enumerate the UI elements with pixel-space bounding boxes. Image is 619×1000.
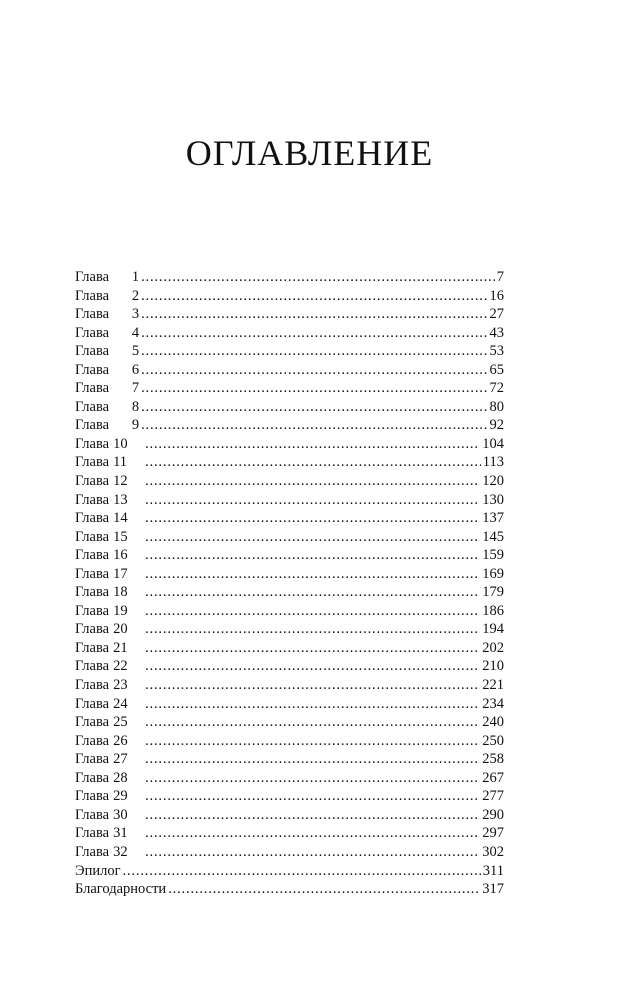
page-number: 137 <box>482 510 504 527</box>
toc-entry-label <box>75 565 143 584</box>
page-number: 297 <box>482 825 504 842</box>
page-number: 65 <box>489 361 504 378</box>
chapter-word: Глава <box>75 491 110 508</box>
toc-entry-chapter-27 <box>75 750 504 769</box>
dot-leader <box>145 639 480 658</box>
chapter-word: Глава <box>75 287 110 304</box>
toc-entry-label: Эпилог <box>75 862 121 879</box>
page-number: 16 <box>489 287 504 304</box>
chapter-number: 8 <box>131 398 140 415</box>
chapter-word: Глава <box>75 510 110 527</box>
page-number: 250 <box>482 732 504 749</box>
dot-leader <box>145 602 480 621</box>
chapter-number: 31 <box>113 825 128 842</box>
toc-entry-chapter-12 <box>75 472 504 491</box>
page-number: 169 <box>482 565 504 582</box>
page-title: ОГЛАВЛЕНИЕ <box>185 133 434 173</box>
page-number: 221 <box>482 677 504 694</box>
dot-leader <box>141 268 495 287</box>
toc-entry-chapter-30 <box>75 806 504 825</box>
toc-entry-chapter-3 <box>75 305 504 324</box>
dot-leader <box>145 453 481 472</box>
toc-entry-chapter-6 <box>75 361 504 380</box>
page-number: 43 <box>489 324 504 341</box>
toc-entry-label <box>75 713 143 732</box>
page-number: 113 <box>482 454 504 471</box>
toc-entry-chapter-8 <box>75 398 504 417</box>
toc-entry-label <box>75 416 139 435</box>
toc-entry-label <box>75 472 143 491</box>
chapter-number: 19 <box>113 602 128 619</box>
dot-leader <box>145 750 480 769</box>
page-number: 7 <box>496 269 504 285</box>
page-number: 210 <box>482 658 504 675</box>
dot-leader <box>145 509 480 528</box>
toc-entry-chapter-15 <box>75 528 504 547</box>
toc-entry-label <box>75 657 143 676</box>
toc-entry-label <box>75 342 139 361</box>
chapter-number: 9 <box>131 417 140 434</box>
toc-entry-label <box>75 787 143 806</box>
chapter-number: 10 <box>113 435 128 452</box>
dot-leader <box>145 713 480 732</box>
dot-leader <box>145 824 480 843</box>
dot-leader <box>145 732 480 751</box>
toc-entry-label <box>75 509 143 528</box>
chapter-word: Глава <box>75 454 110 471</box>
toc-entry-chapter-18 <box>75 583 504 602</box>
chapter-number: 16 <box>113 547 128 564</box>
toc-entry-chapter-9 <box>75 416 504 435</box>
toc-entry-chapter-5 <box>75 342 504 361</box>
toc-entry-chapter-28 <box>75 769 504 788</box>
page-number: 194 <box>482 621 504 638</box>
page-number: 186 <box>482 602 504 619</box>
toc-entry-label <box>75 639 143 658</box>
dot-leader <box>141 287 487 306</box>
page-number: 159 <box>482 547 504 564</box>
page-number: 311 <box>482 862 504 879</box>
page-number: 92 <box>489 417 504 434</box>
toc-entry-chapter-26 <box>75 732 504 751</box>
chapter-number: 26 <box>113 732 128 749</box>
chapter-number: 25 <box>113 714 128 731</box>
chapter-number: 15 <box>113 528 128 545</box>
chapter-word: Глава <box>75 435 110 452</box>
chapter-word: Глава <box>75 843 110 860</box>
page-number: 80 <box>489 398 504 415</box>
chapter-number: 17 <box>113 565 128 582</box>
chapter-word: Глава <box>75 621 110 638</box>
chapter-word: Глава <box>75 825 110 842</box>
toc-entry-chapter-7 <box>75 379 504 398</box>
dot-leader <box>145 583 480 602</box>
toc-entry-label <box>75 676 143 695</box>
toc-entry-chapter-20 <box>75 620 504 639</box>
chapter-number: 27 <box>113 751 128 768</box>
chapter-number: 5 <box>131 343 140 360</box>
chapter-number: 13 <box>113 491 128 508</box>
chapter-number: 22 <box>113 658 128 675</box>
toc-entry-chapter-1 <box>75 268 504 287</box>
page-number: 179 <box>482 584 504 601</box>
dot-leader <box>145 843 480 862</box>
chapter-number: 32 <box>113 843 128 860</box>
dot-leader <box>145 787 480 806</box>
toc-entry-label <box>75 379 139 398</box>
toc-entry-label <box>75 435 143 454</box>
chapter-number: 30 <box>113 806 128 823</box>
toc-entry-acknowledgements <box>75 880 504 899</box>
toc-entry-label <box>75 398 139 417</box>
chapter-number: 6 <box>131 361 140 378</box>
chapter-word: Глава <box>75 565 110 582</box>
toc-entry-chapter-13 <box>75 491 504 510</box>
dot-leader <box>141 416 487 435</box>
toc-entry-label <box>75 491 143 510</box>
dot-leader <box>145 472 480 491</box>
toc-entry-chapter-17 <box>75 565 504 584</box>
toc-entry-chapter-32 <box>75 843 504 862</box>
toc-entry-label <box>75 361 139 380</box>
chapter-number: 12 <box>113 473 128 490</box>
toc-entry-label <box>75 546 143 565</box>
chapter-word: Глава <box>75 769 110 786</box>
toc-entry-label <box>75 750 143 769</box>
dot-leader <box>145 806 480 825</box>
chapter-number: 20 <box>113 621 128 638</box>
chapter-word: Глава <box>75 602 110 619</box>
dot-leader <box>168 880 480 899</box>
page-number: 120 <box>482 473 504 490</box>
chapter-word: Глава <box>75 788 110 805</box>
toc-entry-label <box>75 732 143 751</box>
toc-entry-label <box>75 769 143 788</box>
page-number: 234 <box>482 695 504 712</box>
chapter-word: Глава <box>75 658 110 675</box>
page-number: 317 <box>482 881 504 898</box>
toc-entry-label: Благодарности <box>75 881 167 898</box>
dot-leader <box>145 695 480 714</box>
page-number: 130 <box>482 491 504 508</box>
chapter-number: 18 <box>113 584 128 601</box>
chapter-number: 3 <box>131 306 140 323</box>
toc-entry-label <box>75 824 143 843</box>
dot-leader <box>141 305 487 324</box>
chapter-number: 24 <box>113 695 128 712</box>
chapter-number: 23 <box>113 677 128 694</box>
toc-entry-chapter-25 <box>75 713 504 732</box>
toc-entry-label <box>75 602 143 621</box>
toc-entry-chapter-19 <box>75 602 504 621</box>
toc-entry-chapter-21 <box>75 639 504 658</box>
dot-leader <box>145 769 480 788</box>
toc-entry-chapter-14 <box>75 509 504 528</box>
dot-leader <box>141 398 487 417</box>
toc-entry-chapter-23 <box>75 676 504 695</box>
toc-entry-chapter-11 <box>75 453 504 472</box>
chapter-word: Глава <box>75 528 110 545</box>
chapter-number: 29 <box>113 788 128 805</box>
toc-entry-label <box>75 287 139 306</box>
chapter-word: Глава <box>75 547 110 564</box>
chapter-word: Глава <box>75 639 110 656</box>
chapter-word: Глава <box>75 806 110 823</box>
dot-leader <box>145 657 480 676</box>
toc-entry-label <box>75 620 143 639</box>
chapter-word: Глава <box>75 584 110 601</box>
chapter-word: Глава <box>75 343 110 360</box>
chapter-number: 1 <box>131 269 140 285</box>
chapter-number: 21 <box>113 639 128 656</box>
toc-entry-chapter-22 <box>75 657 504 676</box>
toc-entry-chapter-31 <box>75 824 504 843</box>
dot-leader <box>145 676 480 695</box>
chapter-word: Глава <box>75 751 110 768</box>
toc-entry-chapter-24 <box>75 695 504 714</box>
toc-entry-epilogue <box>75 862 504 881</box>
page-number: 258 <box>482 751 504 768</box>
toc-entry-label <box>75 695 143 714</box>
chapter-word: Глава <box>75 306 110 323</box>
chapter-word: Глава <box>75 324 110 341</box>
chapter-number: 2 <box>131 287 140 304</box>
toc-entry-label <box>75 806 143 825</box>
chapter-word: Глава <box>75 677 110 694</box>
toc-entry-chapter-10 <box>75 435 504 454</box>
toc-entry-label <box>75 324 139 343</box>
chapter-number: 7 <box>131 380 140 397</box>
page-number: 290 <box>482 806 504 823</box>
toc-entry-label <box>75 843 143 862</box>
dot-leader <box>123 862 481 881</box>
page-number: 267 <box>482 769 504 786</box>
toc-entry-chapter-29 <box>75 787 504 806</box>
dot-leader <box>141 324 487 343</box>
page-number: 145 <box>482 528 504 545</box>
chapter-number: 11 <box>113 454 128 471</box>
chapter-word: Глава <box>75 417 110 434</box>
chapter-word: Глава <box>75 714 110 731</box>
chapter-word: Глава <box>75 380 110 397</box>
dot-leader <box>141 361 487 380</box>
toc-entry-label <box>75 453 143 472</box>
chapter-word: Глава <box>75 732 110 749</box>
page-number: 302 <box>482 843 504 860</box>
dot-leader <box>141 342 487 361</box>
dot-leader <box>141 379 487 398</box>
chapter-word: Глава <box>75 269 110 285</box>
dot-leader <box>145 620 480 639</box>
toc-entry-chapter-16 <box>75 546 504 565</box>
chapter-number: 28 <box>113 769 128 786</box>
dot-leader <box>145 435 480 454</box>
chapter-word: Глава <box>75 398 110 415</box>
page-number: 53 <box>489 343 504 360</box>
chapter-number: 14 <box>113 510 128 527</box>
chapter-word: Глава <box>75 361 110 378</box>
page-number: 27 <box>489 306 504 323</box>
chapter-word: Глава <box>75 473 110 490</box>
toc-entry-chapter-4 <box>75 324 504 343</box>
page-number: 104 <box>482 435 504 452</box>
toc-entry-label <box>75 583 143 602</box>
dot-leader <box>145 546 480 565</box>
page-number: 202 <box>482 639 504 656</box>
table-of-contents <box>75 268 504 899</box>
page-number: 277 <box>482 788 504 805</box>
chapter-number: 4 <box>131 324 140 341</box>
dot-leader <box>145 528 480 547</box>
page-number: 240 <box>482 714 504 731</box>
page-number: 72 <box>489 380 504 397</box>
toc-entry-chapter-2 <box>75 287 504 306</box>
toc-entry-label <box>75 528 143 547</box>
toc-entry-label <box>75 305 139 324</box>
dot-leader <box>145 491 480 510</box>
toc-entry-label <box>75 268 139 287</box>
chapter-word: Глава <box>75 695 110 712</box>
dot-leader <box>145 565 480 584</box>
